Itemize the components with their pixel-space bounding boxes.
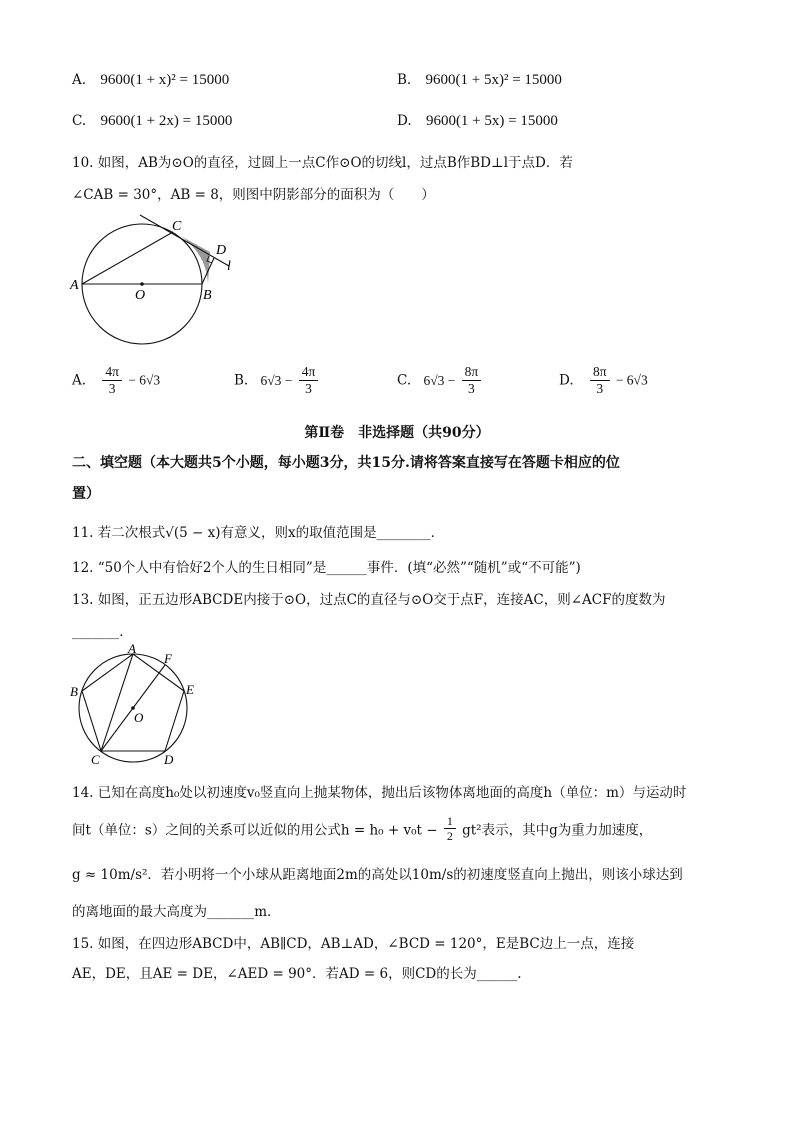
label-e: E [186,682,194,697]
part-heading-line1: 二、填空题（本大题共5个小题，每小题3分，共15分.请将答案直接写在答题卡相应的位 [72,455,620,471]
q10-figure [66,210,246,350]
label-c: C [91,752,100,767]
q9-option-b[interactable] [397,72,562,89]
denominator: 2 [446,829,453,843]
option-label: B. [397,72,412,88]
q9-option-c[interactable] [72,113,232,130]
center-point [140,282,144,286]
pentagon-abcde [82,654,184,751]
numerator: 4π [299,364,319,381]
label-b: B [203,288,212,303]
denominator: 3 [468,381,475,396]
expression-rest: − 6√3 [128,372,161,388]
denominator: 3 [305,381,312,396]
q14-stem-line3: g ≈ 10m/s²．若小明将一个小球从距离地面2m的高处以10m/s的初速度竖直向上抛出，则该小球达到 [72,867,683,883]
q15-stem-line1: 15. 如图，在四边形ABCD中，AB∥CD，AB⊥AD，∠BCD = 120°，E是BC边上一点，连接 [72,936,635,952]
q14-stem-line4: 的离地面的最大高度为_______m． [72,904,281,920]
label-f: F [164,651,172,666]
denominator: 3 [108,381,116,396]
q14-stem-line1: 14. 已知在高度h₀处以初速度v₀竖直向上抛某物体，抛出后该物体离地面的高度h（单位：m）与运动时 [72,785,687,801]
q11-stem: 11. 若二次根式√(5 − x)有意义，则x的取值范围是________． [72,525,445,541]
q13-stem-line1: 13. 如图，正五边形ABCDE内接于⊙O，过点C的直径与⊙O交于点F，连接AC，则∠ACF的度数为 [72,592,666,608]
chord-ac [82,232,173,284]
q15-stem-line2: AE，DE，且AE = DE，∠AED = 90°．若AD = 6，则CD的长为______. [72,966,522,982]
fraction [590,364,610,397]
numerator: 8π [590,364,610,381]
q9-option-d[interactable] [397,113,558,130]
numerator: 4π [102,364,122,381]
q9-option-a[interactable] [72,72,229,89]
label-d: D [216,243,227,258]
q12-stem: 12. “50个人中有恰好2个人的生日相同”是______事件．(填“必然”“随机”或“不可能”) [72,560,581,576]
q10-stem-line2: ∠CAB = 30°，AB = 8，则图中阴影部分的面积为（ ） [72,187,435,203]
numerator: 1 [444,814,456,829]
option-label: A. [72,72,87,88]
option-label: A. [72,372,87,389]
tangent-l [140,215,229,266]
option-label: C. [72,113,87,129]
option-label: C. [397,372,412,389]
label-o: O [134,710,144,725]
fraction [299,364,319,397]
option-expression: 9600(1 + x)² = 15000 [100,72,230,88]
fraction [462,364,482,397]
label-a: A [128,641,136,656]
part-heading-line2: 置） [72,486,100,502]
label-a: A [70,278,79,293]
label-b: B [70,684,78,699]
option-expression: 9600(1 + 5x) = 15000 [425,113,558,129]
section-title: 第Ⅱ卷 非选择题（共90分） [304,425,490,441]
option-expression: 9600(1 + 2x) = 15000 [100,113,233,129]
fraction [444,814,456,843]
q13-stem-line2: _______． [72,624,133,640]
option-label: D. [397,113,412,129]
q10-option-a[interactable] [72,364,160,397]
q10-option-d[interactable] [559,364,648,397]
line2-post: gt²表示，其中g为重力加速度， [462,822,653,839]
option-label: B. [234,372,249,389]
shaded-region [173,232,210,284]
q10-option-c[interactable] [397,364,483,397]
fraction [102,364,122,397]
segment-ac [101,654,133,751]
q10-option-b[interactable] [234,364,320,397]
denominator: 3 [596,381,604,396]
q14-stem-line2 [72,814,652,843]
q13-figure [66,640,206,768]
q10-stem-line1: 10. 如图，AB为⊙O的直径，过圆上一点C作⊙O的切线l，过点B作BD⊥l于点D．若 [72,155,573,171]
label-c: C [172,219,182,234]
label-l: l [227,259,231,274]
expression-pre: 6√3 − [260,372,293,388]
numerator: 8π [462,364,482,381]
label-d: D [164,752,174,767]
line2-pre: 间t（单位：s）之间的关系可以近似的用公式h = h₀ + v₀t − [72,822,438,839]
option-label: D. [559,372,574,389]
expression-pre: 6√3 − [423,372,456,388]
option-expression: 9600(1 + 5x)² = 15000 [425,72,562,88]
label-o: O [135,288,146,303]
expression-rest: − 6√3 [615,372,648,388]
